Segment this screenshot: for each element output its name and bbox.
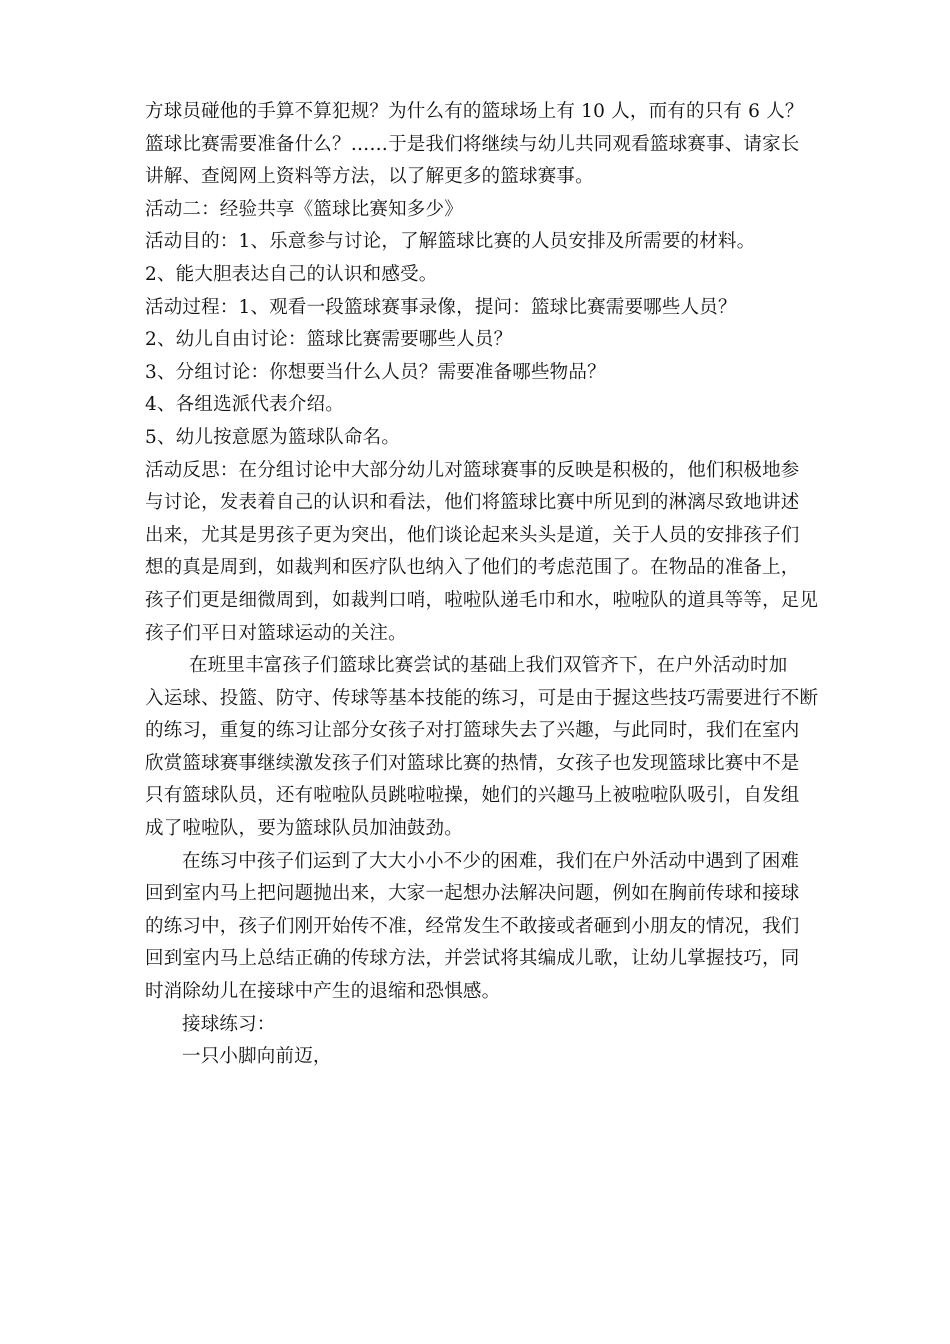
text-line: 时消除幼儿在接球中产生的退缩和恐惧感。 [145,981,501,1003]
text-line: 讲解、查阅网上资料等方法，以了解更多的篮球赛事。 [145,166,594,188]
rhyme-line: 一只小脚向前迈， [182,1046,332,1068]
text-line: 孩子们平日对篮球运动的关注。 [145,622,407,644]
text-line: 只有篮球队员，还有啦啦队员跳啦啦操，她们的兴趣马上被啦啦队吸引，自发组 [145,785,800,807]
text-line: 活动目的：1、乐意参与讨论，了解篮球比赛的人员安排及所需要的材料。 [145,231,756,253]
text-line: 孩子们更是细微周到，如裁判口哨，啦啦队递毛巾和水，啦啦队的道具等等，足见 [145,589,819,611]
text-line: 3、分组讨论：你想要当什么人员？需要准备哪些物品？ [145,361,606,383]
text-line: 篮球比赛需要准备什么？……于是我们将继续与幼儿共同观看篮球赛事、请家长 [145,133,800,155]
text-line: 与讨论，发表着自己的认识和看法，他们将篮球比赛中所见到的淋漓尽致地讲述 [145,492,800,514]
text-line: 活动过程：1、观看一段篮球赛事录像，提问：篮球比赛需要哪些人员？ [145,296,737,318]
text-line: 回到室内马上总结正确的传球方法，并尝试将其编成儿歌，让幼儿掌握技巧，同 [145,948,800,970]
text-line: 的练习，重复的练习让部分女孩子对打篮球失去了兴趣，与此同时，我们在室内 [145,720,800,742]
text-line: 2、能大胆表达自己的认识和感受。 [145,263,438,285]
subheading-line: 接球练习： [182,1013,276,1035]
text-line: 4、各组选派代表介绍。 [145,394,344,416]
section-heading: 活动二：经验共享《篮球比赛知多少》 [145,198,463,220]
text-line: 回到室内马上把问题抛出来，大家一起想办法解决问题，例如在胸前传球和接球 [145,883,800,905]
text-line: 活动反思：在分组讨论中大部分幼儿对篮球赛事的反映是积极的，他们积极地参 [145,459,800,481]
text-line: 入运球、投篮、防守、传球等基本技能的练习，可是由于握这些技巧需要进行不断 [145,687,819,709]
document-page [145,96,819,1074]
paragraph-first-line: 在练习中孩子们运到了大大小小不少的困难，我们在户外活动中遇到了困难 [182,850,800,872]
text-line: 想的真是周到，如裁判和医疗队也纳入了他们的考虑范围了。在物品的准备上， [145,557,800,579]
text-line: 方球员碰他的手算不算犯规？为什么有的篮球场上有 10 人，而有的只有 6 人？ [145,101,804,122]
text-line: 的练习中，孩子们刚开始传不准，经常发生不敢接或者砸到小朋友的情况，我们 [145,915,800,937]
text-line: 5、幼儿按意愿为篮球队命名。 [145,426,401,448]
text-line: 欣赏篮球赛事继续激发孩子们对篮球比赛的热情，女孩子也发现篮球比赛中不是 [145,752,800,774]
text-line: 成了啦啦队，要为篮球队员加油鼓劲。 [145,818,463,840]
paragraph-first-line: 在班里丰富孩子们篮球比赛尝试的基础上我们双管齐下，在户外活动时加 [189,655,788,677]
text-line: 出来，尤其是男孩子更为突出，他们谈论起来头头是道，关于人员的安排孩子们 [145,524,800,546]
text-line: 2、幼儿自由讨论：篮球比赛需要哪些人员？ [145,329,513,351]
